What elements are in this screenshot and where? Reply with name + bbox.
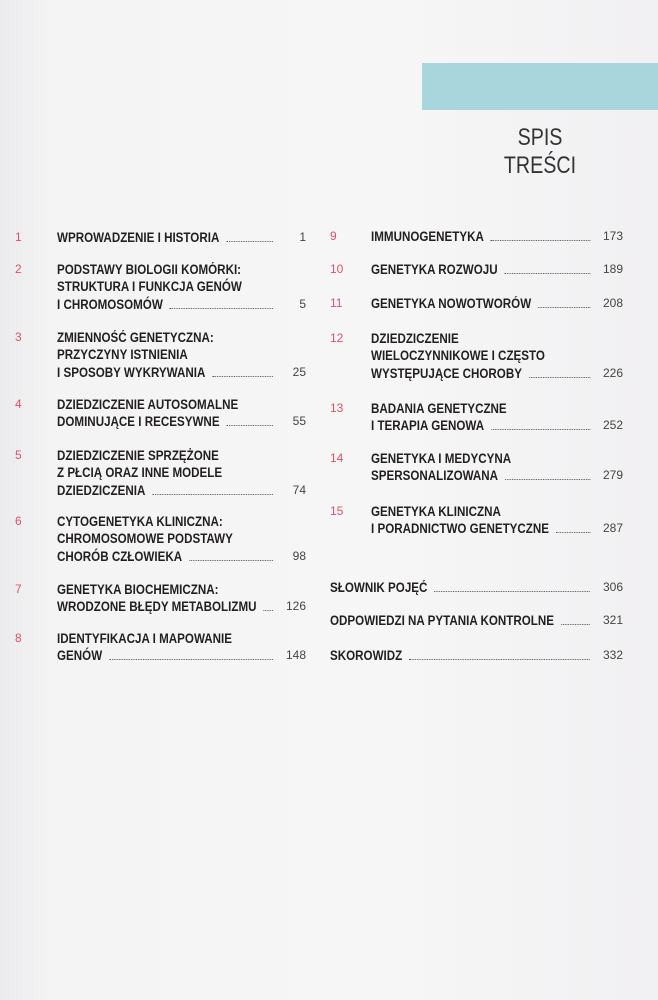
chapter-number: 10 (330, 262, 344, 276)
entry-title-line (57, 329, 273, 346)
page-number: 5 (299, 296, 306, 311)
entry-title-line (371, 467, 590, 484)
entry-title-text: ODPOWIEDZI NA PYTANIA KONTROLNE (330, 613, 555, 628)
entry-title-line (57, 647, 273, 664)
page-number: 25 (292, 364, 306, 379)
entry-title-line (330, 647, 590, 664)
page-number: 321 (602, 613, 623, 627)
toc-entry[interactable] (57, 513, 273, 565)
page-number: 55 (292, 414, 306, 429)
entry-title-text: DOMINUJĄCE I RECESYWNE (57, 414, 220, 430)
entry-title-text: SŁOWNIK POJĘĆ (330, 580, 428, 595)
header-color-band (422, 63, 658, 110)
dot-leader (409, 648, 590, 660)
toc-entry[interactable] (57, 261, 273, 313)
entry-title-text: I CHROMOSOMÓW (57, 296, 163, 312)
page-number: 279 (602, 468, 623, 483)
toc-entry[interactable] (371, 228, 590, 245)
page-number: 287 (602, 521, 623, 536)
entry-title-line (57, 630, 273, 647)
chapter-number: 7 (15, 582, 22, 596)
toc-entry[interactable] (371, 295, 590, 312)
toc-entry[interactable] (330, 612, 590, 629)
toc-entry[interactable] (57, 329, 273, 381)
entry-title-text: GENETYKA BIOCHEMICZNA: (57, 582, 219, 597)
entry-title-line (371, 365, 590, 382)
chapter-number: 14 (330, 451, 344, 465)
entry-title-line (330, 579, 590, 596)
entry-title-text: PODSTAWY BIOLOGII KOMÓRKI: (57, 262, 242, 277)
entry-title-text: DZIEDZICZENIA (57, 482, 146, 498)
toc-entry[interactable] (330, 579, 590, 596)
entry-title-text: IDENTYFIKACJA I MAPOWANIE (57, 631, 233, 646)
page-number: 1 (299, 230, 306, 244)
entry-title-text: DZIEDZICZENIE SPRZĘŻONE (57, 448, 219, 463)
page-number: 208 (602, 296, 623, 310)
toc-entry[interactable] (371, 450, 590, 485)
chapter-number: 2 (15, 262, 22, 276)
entry-title-text: CHROMOSOMOWE PODSTAWY (57, 531, 233, 547)
entry-title-line (371, 503, 590, 520)
entry-title-line (371, 520, 590, 537)
entry-title-line (57, 296, 273, 313)
page-number: 226 (602, 365, 623, 380)
entry-title-text: GENÓW (57, 648, 103, 664)
entry-title-text: GENETYKA I MEDYCYNA (371, 451, 512, 466)
entry-title-text: WPROWADZENIE I HISTORIA (57, 230, 220, 245)
entry-title-text: DZIEDZICZENIE AUTOSOMALNE (57, 397, 239, 412)
dot-leader (109, 648, 273, 660)
page-number: 252 (602, 418, 623, 433)
entry-title-text: GENETYKA KLINICZNA (371, 504, 501, 519)
dot-leader (170, 297, 273, 309)
chapter-number: 3 (15, 330, 22, 344)
entry-title-text: Z PŁCIĄ ORAZ INNE MODELE (57, 465, 223, 481)
entry-title-text: GENETYKA NOWOTWORÓW (371, 296, 532, 311)
dot-leader (434, 580, 590, 592)
entry-title-line (57, 447, 273, 464)
entry-title-text: BADANIA GENETYCZNE (371, 401, 507, 416)
entry-title-text: I PORADNICTWO GENETYCZNE (371, 521, 550, 537)
dot-leader (491, 418, 590, 430)
entry-title-text: I TERAPIA GENOWA (371, 418, 485, 434)
dot-leader (505, 262, 590, 274)
dot-leader (491, 229, 590, 241)
entry-title-line (57, 413, 273, 430)
entry-title-line (371, 450, 590, 467)
entry-title-line (371, 347, 590, 364)
entry-title-text: SPERSONALIZOWANA (371, 468, 499, 484)
entry-title-line (57, 598, 273, 615)
chapter-number: 6 (15, 514, 22, 528)
page-number: 189 (602, 262, 623, 276)
entry-title-line (57, 530, 273, 547)
toc-entry[interactable] (371, 330, 590, 382)
entry-title-line (57, 229, 273, 246)
entry-title-text: IMMUNOGENETYKA (371, 229, 484, 244)
page-number: 306 (602, 580, 623, 594)
toc-entry[interactable] (330, 647, 590, 664)
entry-title-text: CHORÓB CZŁOWIEKA (57, 548, 183, 564)
dot-leader (152, 483, 273, 495)
toc-entry[interactable] (57, 229, 273, 246)
entry-title-line (371, 417, 590, 434)
entry-title-line (57, 513, 273, 530)
entry-title-text: GENETYKA ROZWOJU (371, 262, 498, 277)
entry-title-text: STRUKTURA I FUNKCJA GENÓW (57, 279, 242, 295)
page-number: 148 (285, 648, 306, 663)
page-number: 74 (292, 482, 306, 497)
toc-entry[interactable] (57, 581, 273, 616)
page-number: 173 (602, 229, 623, 243)
entry-title-text: CYTOGENETYKA KLINICZNA: (57, 514, 223, 529)
entry-title-line (371, 228, 590, 245)
page-number: 332 (602, 648, 623, 662)
page-number: 98 (292, 548, 306, 563)
entry-title-text: ZMIENNOŚĆ GENETYCZNA: (57, 330, 214, 345)
entry-title-text: WIELOCZYNNIKOWE I CZĘSTO (371, 348, 545, 364)
toc-entry[interactable] (57, 396, 273, 431)
chapter-number: 8 (15, 631, 22, 645)
chapter-number: 12 (330, 331, 344, 345)
chapter-number: 13 (330, 401, 344, 415)
entry-title-text: WRODZONE BŁĘDY METABOLIZMU (57, 599, 257, 615)
entry-title-line (57, 396, 273, 413)
chapter-number: 1 (15, 230, 22, 244)
entry-title-line (57, 548, 273, 565)
dot-leader (505, 468, 590, 480)
entry-title-line (371, 261, 590, 278)
toc-entry[interactable] (371, 503, 590, 538)
chapter-number: 11 (330, 296, 343, 310)
entry-title-line (57, 278, 273, 295)
entry-title-text: I SPOSOBY WYKRYWANIA (57, 364, 206, 380)
entry-title-line (330, 612, 590, 629)
dot-leader (212, 365, 273, 377)
dot-leader (189, 549, 273, 561)
toc-entry[interactable] (371, 261, 590, 278)
entry-title-text: DZIEDZICZENIE (371, 331, 459, 346)
entry-title-line (57, 581, 273, 598)
toc-entry[interactable] (57, 447, 273, 499)
chapter-number: 15 (330, 504, 344, 518)
dot-leader (529, 366, 590, 378)
entry-title-line (371, 330, 590, 347)
entry-title-line (57, 364, 273, 381)
entry-title-line (57, 346, 273, 363)
entry-title-text: WYSTĘPUJĄCE CHOROBY (371, 365, 522, 381)
chapter-number: 5 (15, 448, 22, 462)
entry-title-line (371, 400, 590, 417)
entry-title-line (57, 482, 273, 499)
toc-entry[interactable] (57, 630, 273, 665)
chapter-number: 9 (330, 229, 337, 243)
page-title: SPIS TREŚCI (503, 124, 577, 179)
toc-entry[interactable] (371, 400, 590, 435)
entry-title-line (57, 464, 273, 481)
entry-title-line (57, 261, 273, 278)
entry-title-text: SKOROWIDZ (330, 648, 403, 663)
entry-title-line (371, 295, 590, 312)
entry-title-text: PRZYCZYNY ISTNIENIA (57, 347, 188, 363)
chapter-number: 4 (15, 397, 22, 411)
page-number: 126 (285, 599, 306, 614)
